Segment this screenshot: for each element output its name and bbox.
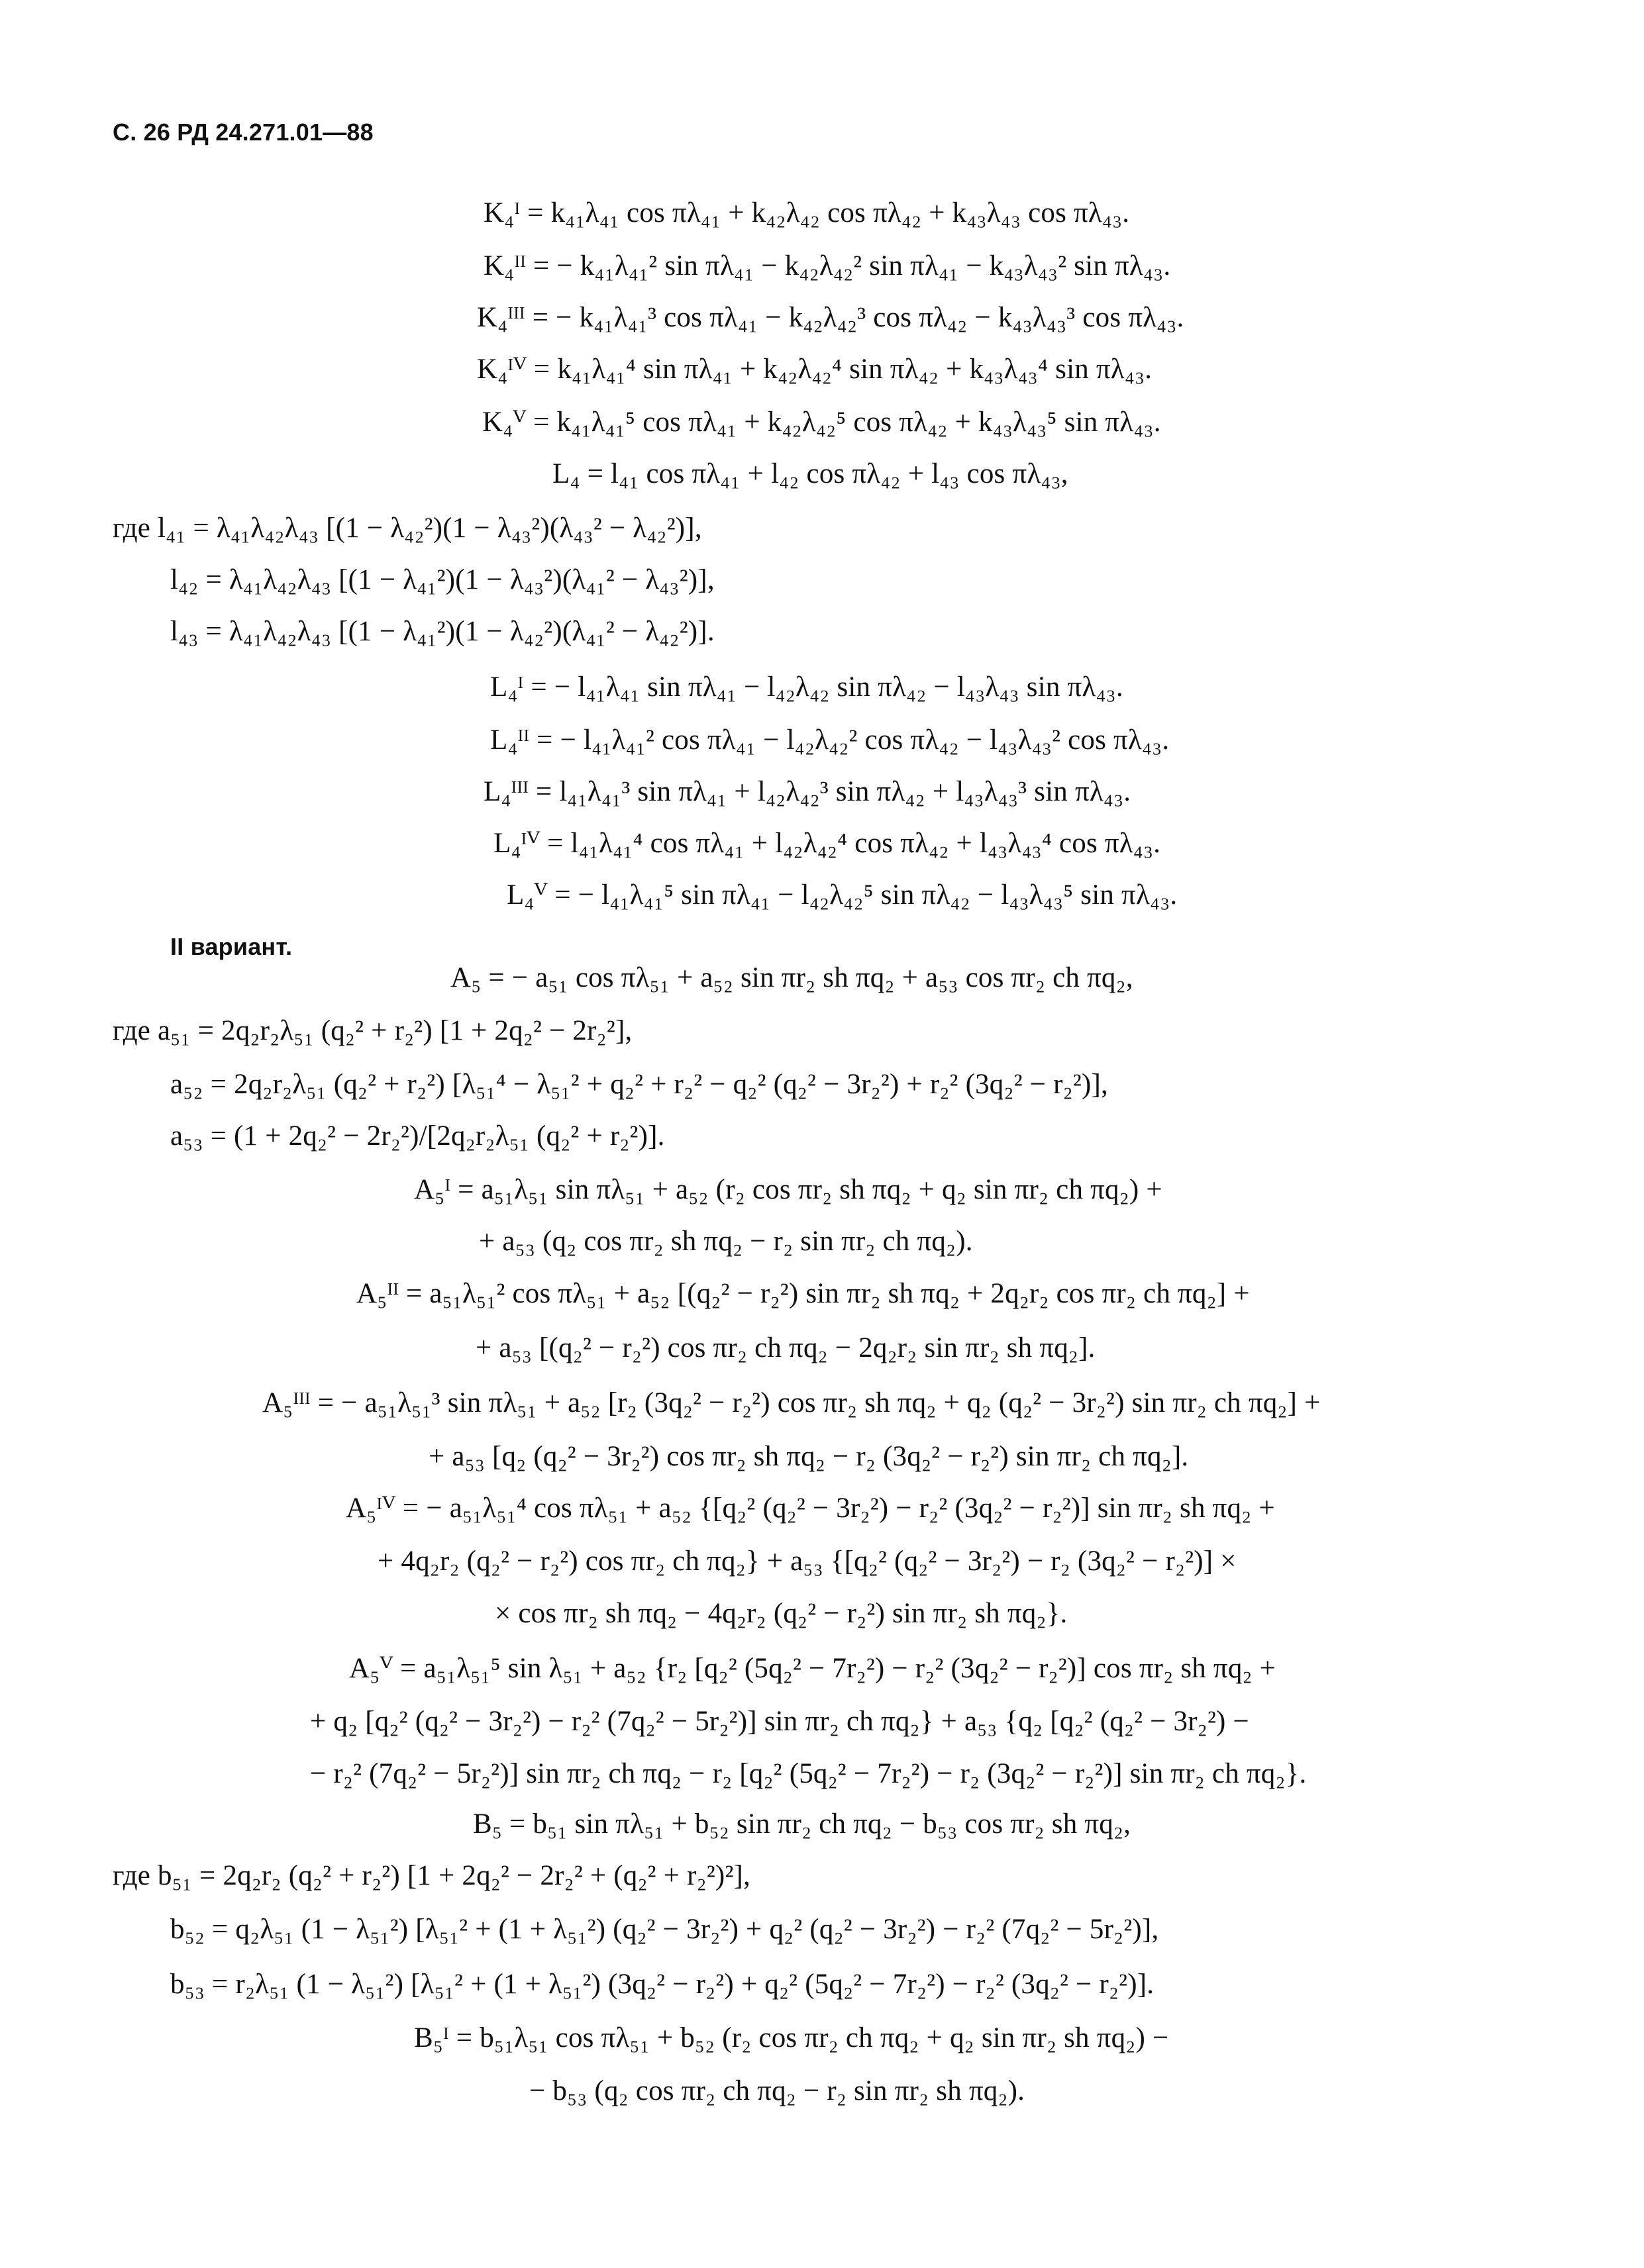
- formula-line: K₄ᴵᴵᴵ = − k₄₁λ₄₁³ cos πλ₄₁ − k₄₂λ₄₂³ cos πλ₄₂ − k₄₃λ₄₃³ cos πλ₄₃.: [477, 302, 1184, 333]
- formula-line: K₄ⱽ = k₄₁λ₄₁⁵ cos πλ₄₁ + k₄₂λ₄₂⁵ cos πλ₄₂ + k₄₃λ₄₃⁵ sin πλ₄₃.: [482, 407, 1161, 438]
- formula-line: где l₄₁ = λ₄₁λ₄₂λ₄₃ [(1 − λ₄₂²)(1 − λ₄₃²)(λ₄₃² − λ₄₂²)],: [113, 513, 702, 544]
- formula-line: × cos πr₂ sh πq₂ − 4q₂r₂ (q₂² − r₂²) sin πr₂ sh πq₂}.: [495, 1598, 1068, 1629]
- page-header: С. 26 РД 24.271.01—88: [113, 119, 374, 146]
- formula-line: + a₅₃ (q₂ cos πr₂ sh πq₂ − r₂ sin πr₂ ch πq₂).: [479, 1226, 973, 1257]
- formula-line: l₄₂ = λ₄₁λ₄₂λ₄₃ [(1 − λ₄₁²)(1 − λ₄₃²)(λ₄₁² − λ₄₃²)],: [170, 564, 715, 595]
- formula-line: L₄ᴵᴵ = − l₄₁λ₄₁² cos πλ₄₁ − l₄₂λ₄₂² cos πλ₄₂ − l₄₃λ₄₃² cos πλ₄₃.: [490, 724, 1170, 756]
- formula-line: B₅ᴵ = b₅₁λ₅₁ cos πλ₅₁ + b₅₂ (r₂ cos πr₂ ch πq₂ + q₂ sin πr₂ sh πq₂) −: [414, 2022, 1169, 2053]
- formula-line: A₅ᴵᴵᴵ = − a₅₁λ₅₁³ sin πλ₅₁ + a₅₂ [r₂ (3q₂² − r₂²) cos πr₂ sh πq₂ + q₂ (q₂² − 3r₂²) sin πr₂ ch πq₂] +: [262, 1387, 1321, 1418]
- formula-line: A₅ = − a₅₁ cos πλ₅₁ + a₅₂ sin πr₂ sh πq₂ + a₅₃ cos πr₂ ch πq₂,: [450, 962, 1133, 993]
- formula-line: a₅₂ = 2q₂r₂λ₅₁ (q₂² + r₂²) [λ₅₁⁴ − λ₅₁² + q₂² + r₂² − q₂² (q₂² − 3r₂²) + r₂² (3q₂² − r₂²)],: [170, 1069, 1108, 1100]
- formula-line: L₄ᴵⱽ = l₄₁λ₄₁⁴ cos πλ₄₁ + l₄₂λ₄₂⁴ cos πλ₄₂ + l₄₃λ₄₃⁴ cos πλ₄₃.: [493, 828, 1161, 859]
- formula-line: L₄ᴵᴵᴵ = l₄₁λ₄₁³ sin πλ₄₁ + l₄₂λ₄₂³ sin πλ₄₂ + l₄₃λ₄₃³ sin πλ₄₃.: [484, 776, 1131, 807]
- section-title: II вариант.: [170, 933, 293, 960]
- formula-line: A₅ᴵᴵ = a₅₁λ₅₁² cos πλ₅₁ + a₅₂ [(q₂² − r₂²) sin πr₂ sh πq₂ + 2q₂r₂ cos πr₂ ch πq₂] +: [356, 1278, 1250, 1309]
- formula-line: где a₅₁ = 2q₂r₂λ₅₁ (q₂² + r₂²) [1 + 2q₂² − 2r₂²],: [113, 1015, 633, 1046]
- formula-line: A₅ⱽ = a₅₁λ₅₁⁵ sin λ₅₁ + a₅₂ {r₂ [q₂² (5q₂² − 7r₂²) − r₂² (3q₂² − r₂²)] cos πr₂ sh πq₂ +: [349, 1653, 1276, 1684]
- formula-line: + a₅₃ [q₂ (q₂² − 3r₂²) cos πr₂ sh πq₂ − r₂ (3q₂² − r₂²) sin πr₂ ch πq₂].: [429, 1441, 1189, 1472]
- formula-line: A₅ᴵ = a₅₁λ₅₁ sin πλ₅₁ + a₅₂ (r₂ cos πr₂ sh πq₂ + q₂ sin πr₂ ch πq₂) +: [414, 1174, 1162, 1205]
- formula-line: + q₂ [q₂² (q₂² − 3r₂²) − r₂² (7q₂² − 5r₂²)] sin πr₂ ch πq₂} + a₅₃ {q₂ [q₂² (q₂² − 3r₂²) −: [310, 1706, 1249, 1737]
- formula-line: b₅₃ = r₂λ₅₁ (1 − λ₅₁²) [λ₅₁² + (1 + λ₅₁²) (3q₂² − r₂²) + q₂² (5q₂² − 7r₂²) − r₂² (3q₂² − r₂²)].: [170, 1969, 1155, 2000]
- formula-line: b₅₂ = q₂λ₅₁ (1 − λ₅₁²) [λ₅₁² + (1 + λ₅₁²) (q₂² − 3r₂²) + q₂² (q₂² − 3r₂²) − r₂² (7q₂² − 5r₂²)],: [170, 1914, 1159, 1945]
- formula-line: l₄₃ = λ₄₁λ₄₂λ₄₃ [(1 − λ₄₁²)(1 − λ₄₂²)(λ₄₁² − λ₄₂²)].: [170, 616, 715, 647]
- formula-line: A₅ᴵⱽ = − a₅₁λ₅₁⁴ cos πλ₅₁ + a₅₂ {[q₂² (q₂² − 3r₂²) − r₂² (3q₂² − r₂²)] sin πr₂ sh πq₂ +: [346, 1493, 1275, 1524]
- formula-line: L₄ = l₄₁ cos πλ₄₁ + l₄₂ cos πλ₄₂ + l₄₃ cos πλ₄₃,: [552, 458, 1068, 489]
- formula-line: − b₅₃ (q₂ cos πr₂ ch πq₂ − r₂ sin πr₂ sh πq₂).: [529, 2075, 1025, 2106]
- formula-line: + a₅₃ [(q₂² − r₂²) cos πr₂ ch πq₂ − 2q₂r₂ sin πr₂ sh πq₂].: [476, 1332, 1096, 1363]
- formula-line: L₄ᴵ = − l₄₁λ₄₁ sin πλ₄₁ − l₄₂λ₄₂ sin πλ₄₂ − l₄₃λ₄₃ sin πλ₄₃.: [490, 671, 1123, 703]
- formula-line: L₄ⱽ = − l₄₁λ₄₁⁵ sin πλ₄₁ − l₄₂λ₄₂⁵ sin πλ₄₂ − l₄₃λ₄₃⁵ sin πλ₄₃.: [507, 879, 1178, 911]
- formula-line: где b₅₁ = 2q₂r₂ (q₂² + r₂²) [1 + 2q₂² − 2r₂² + (q₂² + r₂²)²],: [113, 1860, 751, 1891]
- formula-line: + 4q₂r₂ (q₂² − r₂²) cos πr₂ ch πq₂} + a₅₃ {[q₂² (q₂² − 3r₂²) − r₂ (3q₂² − r₂²)] ×: [378, 1546, 1237, 1577]
- formula-line: a₅₃ = (1 + 2q₂² − 2r₂²)/[2q₂r₂λ₅₁ (q₂² + r₂²)].: [170, 1120, 665, 1152]
- formula-line: − r₂² (7q₂² − 5r₂²)] sin πr₂ ch πq₂ − r₂ [q₂² (5q₂² − 7r₂²) − r₂ (3q₂² − r₂²)] sin πr₂ ch πq₂}.: [310, 1758, 1307, 1789]
- formula-line: K₄ᴵⱽ = k₄₁λ₄₁⁴ sin πλ₄₁ + k₄₂λ₄₂⁴ sin πλ₄₂ + k₄₃λ₄₃⁴ sin πλ₄₃.: [477, 354, 1153, 385]
- formula-line: K₄ᴵ = k₄₁λ₄₁ cos πλ₄₁ + k₄₂λ₄₂ cos πλ₄₂ + k₄₃λ₄₃ cos πλ₄₃.: [484, 197, 1130, 228]
- formula-line: K₄ᴵᴵ = − k₄₁λ₄₁² sin πλ₄₁ − k₄₂λ₄₂² sin πλ₄₁ − k₄₃λ₄₃² sin πλ₄₃.: [484, 250, 1171, 281]
- formula-line: B₅ = b₅₁ sin πλ₅₁ + b₅₂ sin πr₂ ch πq₂ − b₅₃ cos πr₂ sh πq₂,: [473, 1808, 1131, 1840]
